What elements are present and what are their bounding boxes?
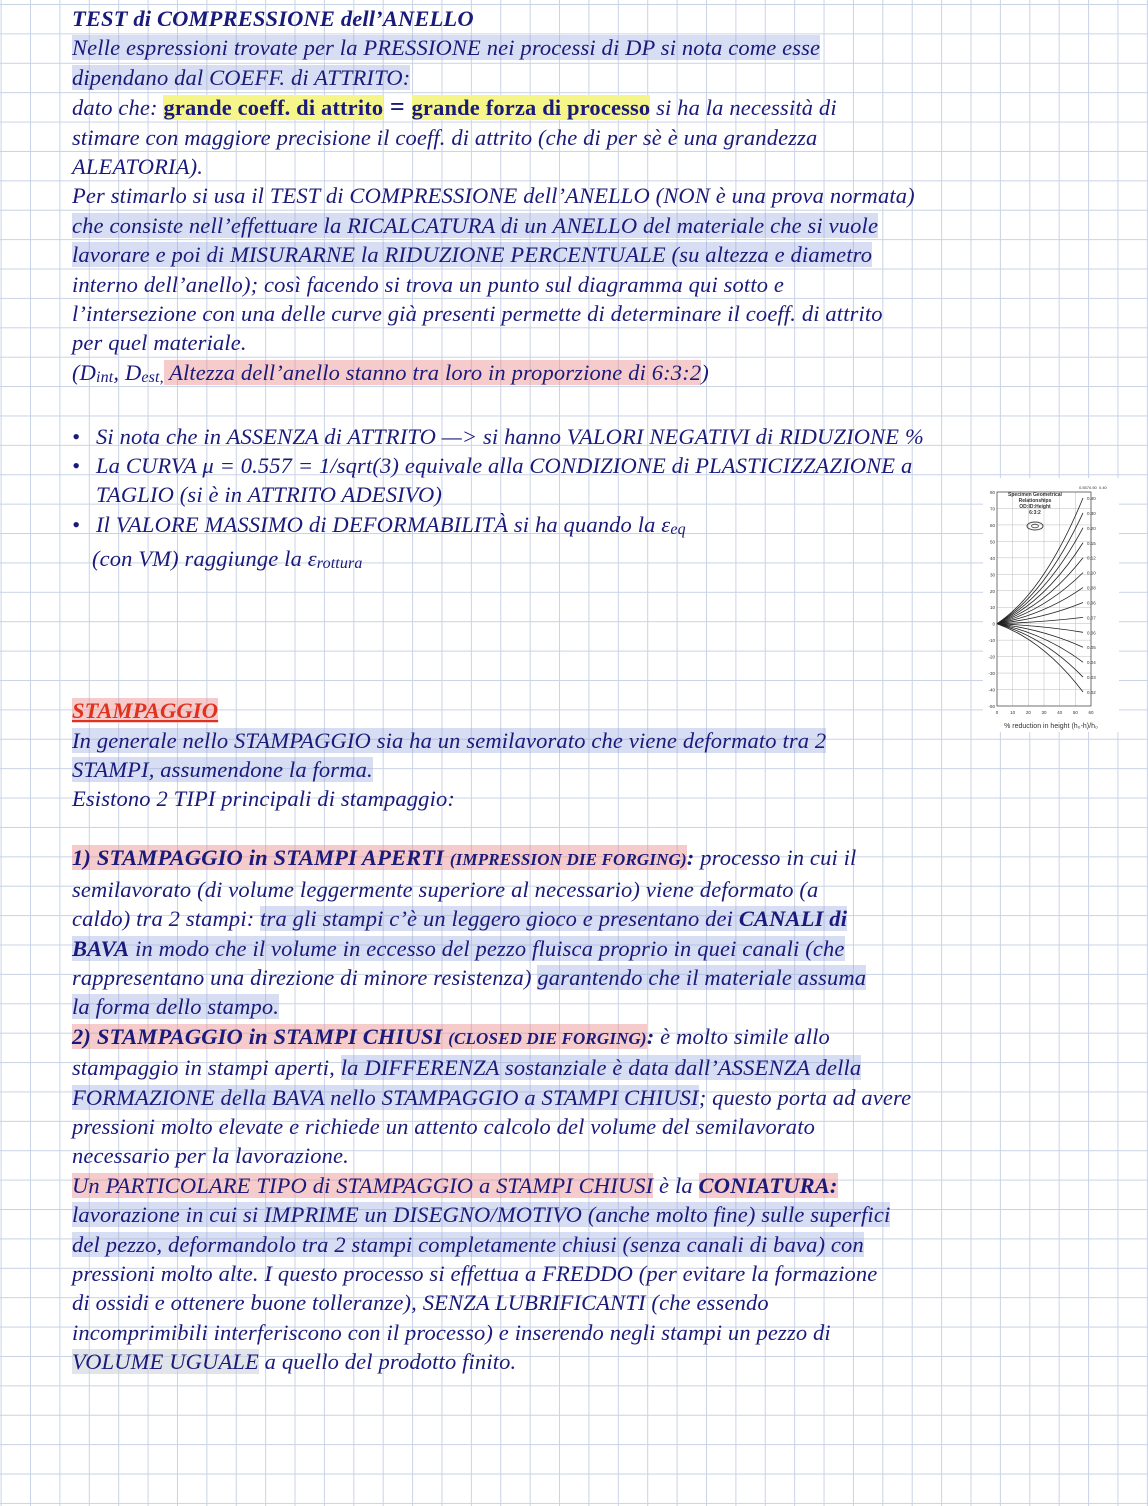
coniatura-highlight: del pezzo, deformandolo tra 2 stampi completamente chiusi (senza canali di bava) con: [72, 1231, 864, 1257]
aperti-highlight: la forma dello stampo.: [72, 994, 280, 1020]
chart-curve-label: 0.08: [1087, 585, 1096, 591]
chiusi-text: ; questo porta ad avere: [698, 1084, 912, 1110]
proportion-text: ): [701, 359, 709, 385]
chiusi-line-4: pressioni molto elevate e richiede un attento calcolo del volume del semilavorato: [72, 1113, 816, 1139]
chart-y-tick: 70: [989, 506, 995, 512]
aperti-highlight: in modo che il volume in eccesso del pezzo fluisca proprio in quei canali (che: [129, 935, 845, 961]
proportion-text: (D: [72, 359, 97, 385]
chart-curve-label: 0.10: [1087, 570, 1096, 576]
coniatura-text: è la: [653, 1172, 699, 1198]
chart-y-tick: 10: [989, 605, 995, 611]
aperti-line-2: semilavorato (di volume leggermente superiore al necessario) viene deformato (a: [72, 876, 819, 902]
chiusi-highlight: FORMAZIONE della BAVA nello STAMPAGGIO a STAMPI CHIUSI: [72, 1084, 699, 1110]
bullet-1: • Si nota che in ASSENZA di ATTRITO —> si hanno VALORI NEGATIVI di RIDUZIONE %: [72, 423, 924, 449]
chart-y-tick: -20: [988, 654, 995, 660]
aperti-line-4: [72, 934, 1116, 963]
aperti-heading-en: (IMPRESSION DIE FORGING): [449, 850, 687, 870]
proportion-highlight: Altezza dell’anello stanno tra loro in proporzione di 6:3:2: [163, 359, 702, 385]
coniatura-line-3: [72, 1230, 1116, 1259]
chart-curve-label: 0.40: [1087, 496, 1096, 501]
chart-x-tick: 50: [1072, 710, 1078, 715]
aperti-heading-text: 1) STAMPAGGIO in STAMPI APERTI: [72, 845, 450, 871]
stampaggio-text: STAMPI, assumendone la forma.: [72, 757, 373, 783]
coniatura-highlight: lavorazione in cui si IMPRIME un DISEGNO/MOTIVO (anche molto fine) sulle superfici: [72, 1202, 891, 1228]
chart-curve-label: 0.03: [1087, 675, 1096, 681]
notes-page: [72, 4, 1116, 1377]
chart-curve-label: 0.05: [1087, 645, 1096, 651]
subscript-int: int: [96, 368, 114, 386]
chart-y-tick: 50: [989, 539, 995, 545]
chart-curve-label: 0.04: [1087, 660, 1096, 666]
chart-y-tick: 30: [989, 572, 995, 578]
chiusi-heading-en: (CLOSED DIE FORGING): [448, 1028, 647, 1048]
chiusi-line-1: [72, 1022, 1116, 1053]
coniatura-line-6: incomprimibili interferiscono con il processo) e inserendo negli stampi un pezzo di: [72, 1319, 831, 1345]
bullet-text: Il VALORE MASSIMO di DEFORMABILITÀ si ha quando la ε: [96, 511, 671, 537]
method-line-6: per quel materiale.: [72, 330, 247, 356]
aperti-line-5: [72, 963, 1116, 992]
colon: :: [646, 1023, 655, 1049]
chiusi-text: è molto simile allo: [654, 1023, 830, 1049]
chart-svg: [983, 478, 1119, 732]
bullet-2-cont: TAGLIO (si è in ATTRITO ADESIVO): [96, 482, 443, 508]
subscript-eq: eq: [670, 520, 686, 538]
chart-top-label: 0.557: [1079, 485, 1090, 490]
aperti-line-1: [72, 843, 1116, 874]
aperti-text: caldo) tra 2 stampi:: [72, 906, 261, 932]
intro-text: dato che:: [72, 95, 164, 121]
coniatura-line-1: [72, 1171, 1116, 1200]
proportion-line: [72, 358, 1116, 392]
method-line-2: [72, 211, 1116, 240]
method-text: lavorare e poi di MISURARNE la RIDUZIONE PERCENTUALE (su altezza e diametro: [72, 242, 873, 268]
chart-x-tick: 60: [1088, 710, 1094, 715]
aperti-highlight: tra gli stampi c’è un leggero gioco e presentano dei: [260, 906, 739, 932]
chart-curve-label: 0.20: [1087, 525, 1096, 531]
stampaggio-line-3: Esistono 2 TIPI principali di stampaggio:: [72, 786, 456, 812]
aperti-text: rappresentano una direzione di minore resistenza): [72, 964, 538, 990]
bullet-3-cont: [72, 544, 1116, 578]
method-line-3: [72, 240, 1116, 269]
chiusi-line-3: [72, 1083, 1116, 1112]
chart-x-tick: 30: [1041, 710, 1047, 715]
intro-line-2: [72, 63, 1116, 92]
aperti-highlight: garantendo che il materiale assuma: [537, 964, 867, 990]
ring-compression-chart: [983, 478, 1119, 732]
equals-sign: =: [383, 92, 412, 122]
chart-y-tick: 80: [989, 490, 995, 495]
chart-x-tick: 20: [1025, 710, 1031, 715]
chiusi-line-5: necessario per la lavorazione.: [72, 1143, 349, 1169]
chart-curve-label: 0.30: [1087, 510, 1096, 516]
chart-bg: [983, 478, 1119, 732]
subscript-rottura: rottura: [316, 555, 363, 573]
coniatura-line-5: di ossidi e ottenere buone tolleranze), SENZA LUBRIFICANTI (che essendo: [72, 1290, 769, 1316]
intro-line-3: [72, 92, 1116, 122]
method-line-4: interno dell’anello); così facendo si trova un punto sul diagramma qui sotto e: [72, 271, 785, 297]
subscript-est: est,: [141, 368, 164, 386]
chart-y-tick: -30: [988, 671, 995, 677]
bullet-text: Si nota che in ASSENZA di ATTRITO —> si hanno VALORI NEGATIVI di RIDUZIONE %: [96, 423, 924, 449]
chart-y-tick: -10: [988, 638, 995, 644]
method-line-5: l’intersezione con una delle curve già presenti permette di determinare il coeff. di attrito: [72, 301, 883, 327]
stampaggio-text: In generale nello STAMPAGGIO sia ha un semilavorato che viene deformato tra 2: [72, 727, 827, 753]
chiusi-heading: [72, 1024, 647, 1049]
chart-y-tick: 60: [989, 522, 995, 528]
bullet-3: • Il VALORE MASSIMO di DEFORMABILITÀ si ha quando la εeq: [72, 511, 686, 538]
chart-curve-label: 0.06: [1087, 630, 1096, 636]
method-line-1: Per stimarlo si usa il TEST di COMPRESSIONE dell’ANELLO (NON è una prova normata): [72, 183, 915, 209]
chart-title: Specimen Geometrical Relationships OD:ID:Height 6:3:2: [1008, 492, 1062, 516]
chart-x-tick: 10: [1010, 710, 1016, 715]
chart-curve-label: 0.07: [1087, 615, 1096, 621]
aperti-bold: CANALI di: [738, 906, 848, 932]
chart-y-tick: -50: [988, 704, 995, 709]
coniatura-line-4: pressioni molto alte. I questo processo si effettua a FREDDO (per evitare la formazione: [72, 1260, 878, 1286]
highlight-friction: grande coeff. di attrito: [163, 95, 384, 121]
intro-text: dipendano dal COEFF. di ATTRITO:: [72, 64, 411, 90]
chart-y-tick: 0: [992, 621, 995, 627]
chart-y-tick: 20: [989, 588, 995, 594]
intro-text: Nelle espressioni trovate per la PRESSIONE nei processi di DP si nota come esse: [72, 35, 821, 61]
proportion-text: , D: [113, 359, 142, 385]
coniatura-highlight: VOLUME UGUALE: [72, 1349, 259, 1375]
stampaggio-line-1: [72, 726, 1116, 755]
intro-text: si ha la necessità di: [650, 95, 837, 121]
intro-line-5: ALEATORIA).: [72, 154, 204, 180]
chart-top-label: 0.40: [1099, 485, 1107, 490]
aperti-line-6: [72, 992, 1116, 1021]
bullet-text: La CURVA μ = 0.557 = 1/sqrt(3) equivale alla CONDIZIONE di PLASTICIZZAZIONE a: [96, 453, 913, 479]
coniatura-highlight: Un PARTICOLARE TIPO di STAMPAGGIO a STAMPI CHIUSI: [72, 1172, 654, 1198]
coniatura-line-2: [72, 1200, 1116, 1229]
chart-curve-label: 0.06: [1087, 600, 1096, 606]
aperti-line-3: [72, 904, 1116, 933]
chart-x-tick: 0: [995, 710, 999, 715]
chart-xlabel: % reduction in height (h₀-h)/h₀: [1004, 723, 1098, 730]
chiusi-highlight: la DIFFERENZA sostanziale è data dall’ASSENZA della: [340, 1055, 862, 1081]
bullet-2: • La CURVA μ = 0.557 = 1/sqrt(3) equivale alla CONDIZIONE di PLASTICIZZAZIONE a: [72, 453, 913, 479]
chart-top-label: 0.50: [1089, 485, 1097, 490]
chart-x-tick: 40: [1057, 710, 1063, 715]
coniatura-line-7: [72, 1347, 1116, 1376]
section-title-stampaggio: STAMPAGGIO: [72, 698, 219, 724]
intro-line-4: stimare con maggiore precisione il coeff. di attrito (che di per sè è una grandezza: [72, 124, 818, 150]
method-text: che consiste nell’effettuare la RICALCATURA di un ANELLO del materiale che si vuole: [72, 212, 879, 238]
colon: :: [686, 845, 695, 871]
intro-line-1: [72, 33, 1116, 62]
chart-curve-label: 0.02: [1087, 690, 1096, 695]
stampaggio-line-2: [72, 755, 1116, 784]
coniatura-bold: CONIATURA:: [698, 1172, 838, 1198]
coniatura-text: a quello del prodotto finito.: [258, 1349, 517, 1375]
chiusi-line-2: [72, 1053, 1116, 1082]
section-title-ring-test: TEST di COMPRESSIONE dell’ANELLO: [72, 6, 474, 31]
chart-y-tick: -40: [988, 687, 995, 693]
chiusi-heading-text: 2) STAMPAGGIO in STAMPI CHIUSI: [72, 1023, 449, 1049]
chart-y-tick: 40: [989, 555, 995, 561]
aperti-heading: [72, 845, 687, 870]
highlight-force: grande forza di processo: [411, 95, 651, 121]
aperti-text: processo in cui il: [694, 845, 857, 871]
aperti-bold: BAVA: [72, 935, 130, 961]
bullet-text: (con VM) raggiunge la ε: [92, 546, 317, 572]
chart-curve-label: 0.12: [1087, 555, 1096, 561]
chart-curve-label: 0.15: [1087, 540, 1096, 546]
stampaggio-heading-line: [72, 696, 1116, 725]
chiusi-text: stampaggio in stampi aperti,: [72, 1055, 341, 1081]
